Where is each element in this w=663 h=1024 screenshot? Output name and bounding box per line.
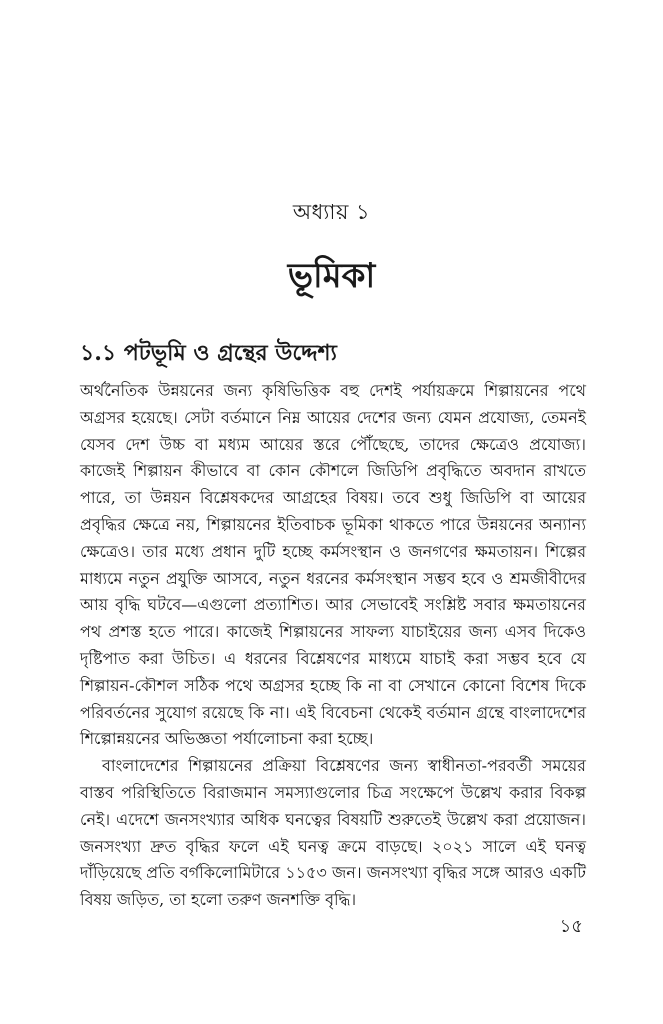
chapter-title: ভূমিকা bbox=[287, 256, 376, 296]
paragraph-2: বাংলাদেশের শিল্পায়নের প্রক্রিয়া বিশ্লেষণের জন্য স্বাধীনতা-পরবর্তী সময়ের বাস্তব পরিস্থিতিতে বিরাজমান সমস্যাগুলোর চিত্র সংক্ষেপে উল্লেখ করার বিকল্প নেই। এদেশে জনসংখ্যার অধিক ঘনত্বের বিষয়টি শুরুতেই উল্লেখ করা প্রয়োজন। জনসংখ্যা দ্রুত বৃদ্ধির ফলে এই ঘনত্ব ক্রমে বাড়ছে। ২০২১ সালে এই ঘনত্ব দাঁড়িয়েছে প্রতি বর্গকিলোমিটারে ১১৫৩ জন। জনসংখ্যা বৃদ্ধির সঙ্গে আরও একটি বিষয় জড়িত, তা হলো তরুণ জনশক্তি বৃদ্ধি। bbox=[80, 756, 586, 910]
paragraph-1: অর্থনৈতিক উন্নয়নের জন্য কৃষিভিত্তিক বহু দেশই পর্যায়ক্রমে শিল্পায়নের পথে অগ্রসর হয়েছে। সেটা বর্তমানে নিম্ন আয়ের দেশের জন্য যেমন প্রযোজ্য, তেমনই যেসব দেশ উচ্চ বা মধ্যম আয়ের স্তরে পৌঁছেছে, তাদের ক্ষেত্রেও প্রযোজ্য। কাজেই শিল্পায়ন কীভাবে বা কোন কৌশলে জিডিপি প্রবৃদ্ধিতে অবদান রাখতে পারে, তা উন্নয়ন বিশ্লেষকদের আগ্রহের বিষয়। তবে শুধু জিডিপি বা আয়ের প্রবৃদ্ধির ক্ষেত্রে নয়, শিল্পায়নের ইতিবাচক ভূমিকা থাকতে পারে উন্নয়নের অন্যান্য ক্ষেত্রেও। তার মধ্যে প্রধান দুটি হচ্ছে কর্মসংস্থান ও জনগণের ক্ষমতায়ন। শিল্পের মাধ্যমে নতুন প্রযুক্তি আসবে, নতুন ধরনের কর্মসংস্থান সম্ভব হবে ও শ্রমজীবীদের আয় বৃদ্ধি ঘটবে—এগুলো প্রত্যাশিত। আর সেভাবেই সংশ্লিষ্ট সবার ক্ষমতায়নের পথ প্রশস্ত হতে পারে। কাজেই শিল্পায়নের সাফল্য যাচাইয়ের জন্য এসব দিকেও দৃষ্টিপাত করা উচিত। এ ধরনের বিশ্লেষণের মাধ্যমে যাচাই করা সম্ভব হবে যে শিল্পায়ন-কৌশল সঠিক পথে অগ্রসর হচ্ছে কি না বা সেখানে কোনো বিশেষ দিকে পরিবর্তনের সুযোগ রয়েছে কি না। এই বিবেচনা থেকেই বর্তমান গ্রন্থে বাংলাদেশের শিল্পোন্নয়নের অভিজ্ঞতা পর্যালোচনা করা হচ্ছে। bbox=[80, 381, 586, 749]
body-text bbox=[80, 378, 586, 914]
page-number: ১৫ bbox=[559, 916, 583, 937]
chapter-label: অধ্যায় ১ bbox=[292, 200, 371, 224]
section-heading: ১.১ পটভূমি ও গ্রন্থের উদ্দেশ্য bbox=[80, 340, 337, 366]
